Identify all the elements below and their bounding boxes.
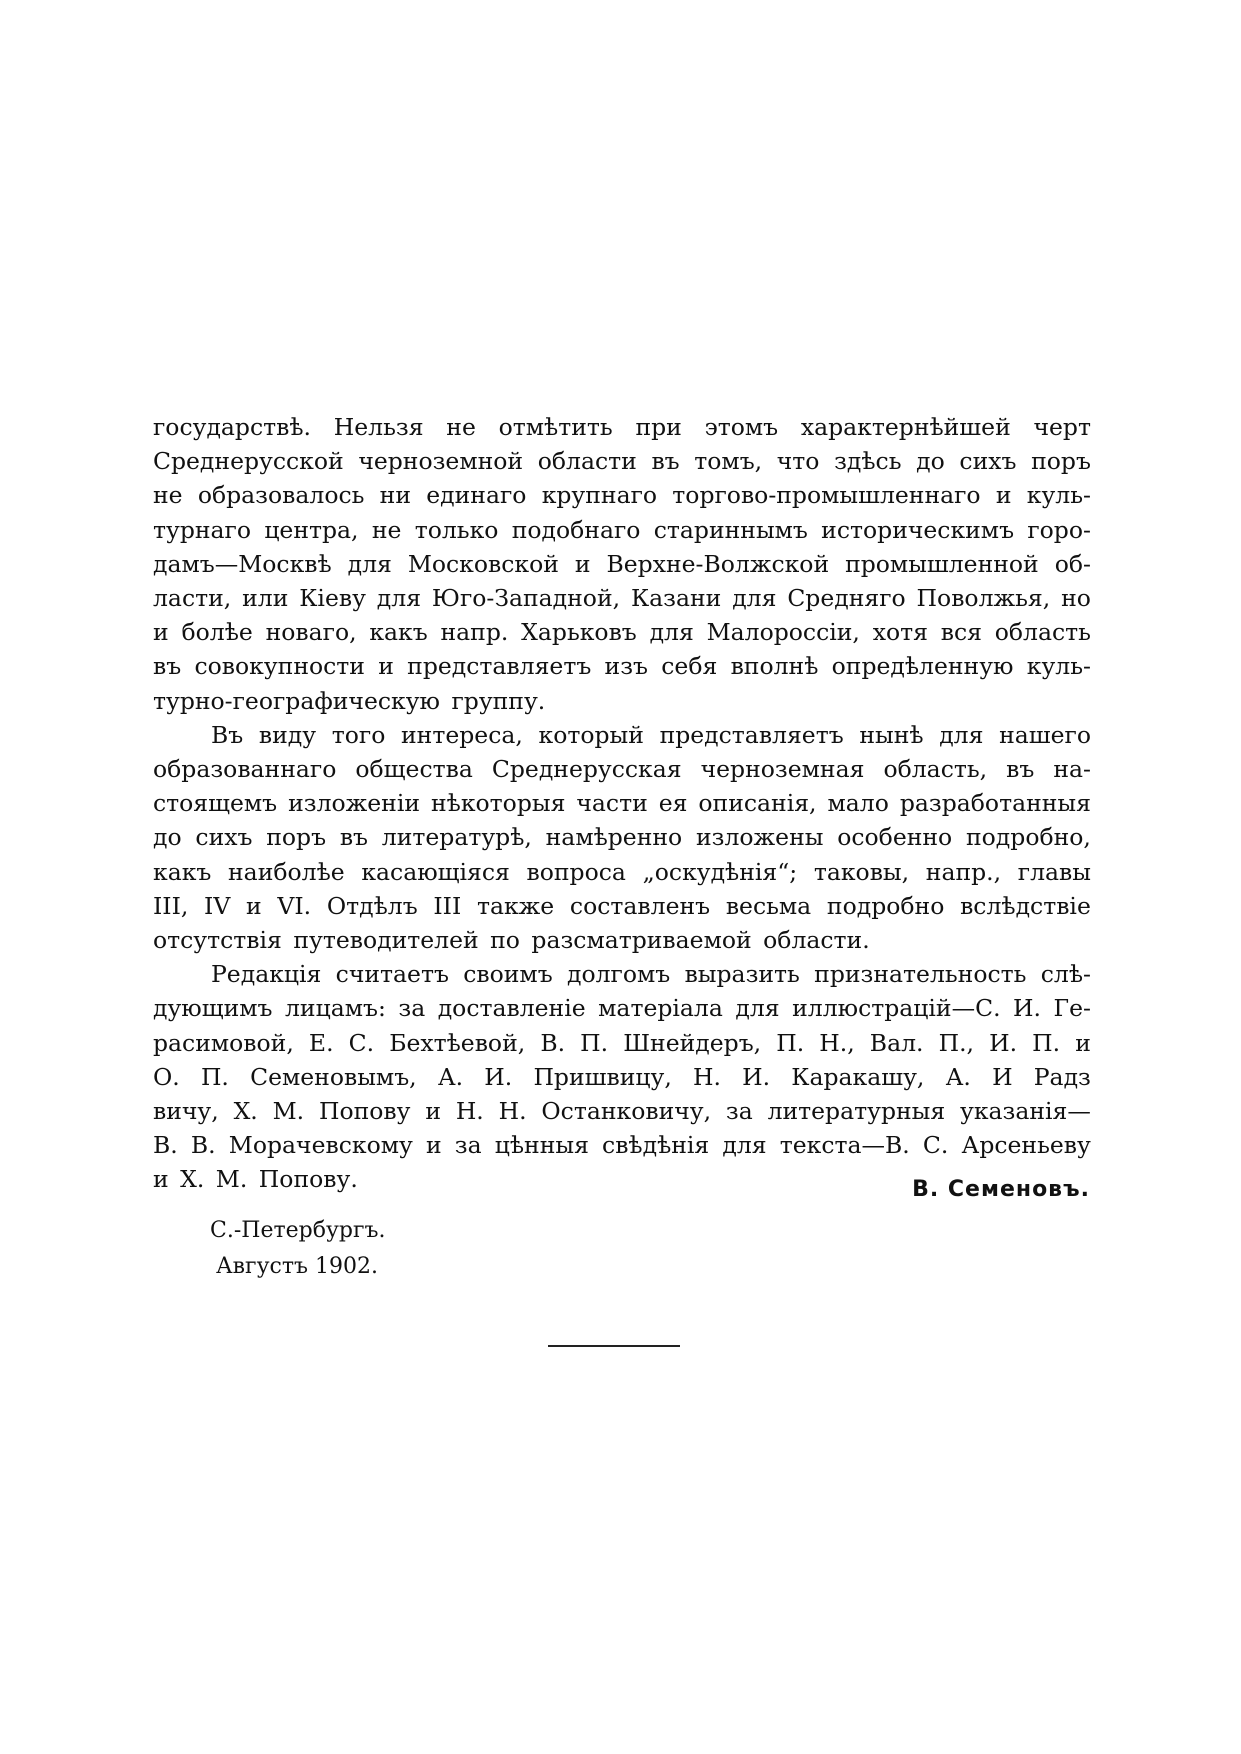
text-line: Въ виду того интереса, который представляетъ нынѣ для нашего bbox=[211, 720, 1091, 749]
text-line: Среднерусской черноземной области въ томъ, что здѣсь до сихъ поръ bbox=[153, 447, 1091, 476]
text-line: стоящемъ изложеніи нѣкоторыя части ея описанія, мало разработанныя bbox=[153, 789, 1091, 818]
text-line: отсутствія путеводителей по разсматриваемой области. bbox=[153, 926, 870, 955]
text-line: дующимъ лицамъ: за доставленіе матеріала для иллюстрацій—С. И. Ге- bbox=[153, 994, 1091, 1023]
text-line: О. П. Семеновымъ, А. И. Пришвицу, Н. И. Каракашу, А. И Радз bbox=[153, 1062, 1091, 1091]
text-line: до сихъ поръ въ литературѣ, намѣренно изложены особенно подробно, bbox=[153, 823, 1091, 852]
text-line: ласти, или Кіеву для Юго-Западной, Казани для Средняго Поволжья, но bbox=[153, 584, 1091, 613]
text-line: какъ наиболѣе касающіяся вопроса „оскудѣнія“; таковы, напр., главы bbox=[153, 857, 1091, 886]
text-line: турнаго центра, не только подобнаго стариннымъ историческимъ горо- bbox=[153, 515, 1091, 544]
date: Августъ 1902. bbox=[216, 1254, 378, 1279]
text-line: В. В. Морачевскому и за цѣнныя свѣдѣнія для текста—В. С. Арсеньеву bbox=[153, 1131, 1091, 1160]
place-date-block bbox=[210, 1213, 386, 1285]
paragraph bbox=[153, 957, 1091, 1196]
body-text bbox=[153, 410, 1091, 1197]
text-line: турно-географическую группу. bbox=[153, 686, 546, 715]
divider-rule bbox=[548, 1345, 680, 1347]
text-line: Редакція считаетъ своимъ долгомъ выразить признательность слѣ- bbox=[211, 960, 1091, 989]
text-line: не образовалось ни единаго крупнаго торгово-промышленнаго и куль- bbox=[153, 481, 1091, 510]
place: С.-Петербургъ. bbox=[210, 1218, 386, 1243]
author-signature: В. Семеновъ. bbox=[912, 1177, 1090, 1202]
text-line: и болѣе новаго, какъ напр. Харьковъ для Малороссіи, хотя вся область bbox=[153, 618, 1091, 647]
paragraph bbox=[153, 410, 1091, 718]
text-line: расимовой, Е. С. Бехтѣевой, В. П. Шнейдеръ, П. Н., Вал. П., И. П. и bbox=[153, 1028, 1091, 1057]
paragraph bbox=[153, 718, 1091, 957]
text-line: въ совокупности и представляетъ изъ себя вполнѣ опредѣленную куль- bbox=[153, 652, 1091, 681]
text-line: III, IV и VI. Отдѣлъ III также составленъ весьма подробно вслѣдствіе bbox=[153, 891, 1091, 920]
text-line: государствѣ. Нельзя не отмѣтить при этомъ характернѣйшей черт bbox=[153, 413, 1091, 441]
text-line: и Х. М. Попову. bbox=[153, 1165, 358, 1194]
text-line: вичу, Х. М. Попову и Н. Н. Останковичу, за литературныя указанія— bbox=[153, 1097, 1091, 1126]
text-line: образованнаго общества Среднерусская черноземная область, въ на- bbox=[153, 755, 1091, 784]
text-line: дамъ—Москвѣ для Московской и Верхне-Волжской промышленной об- bbox=[153, 549, 1091, 578]
